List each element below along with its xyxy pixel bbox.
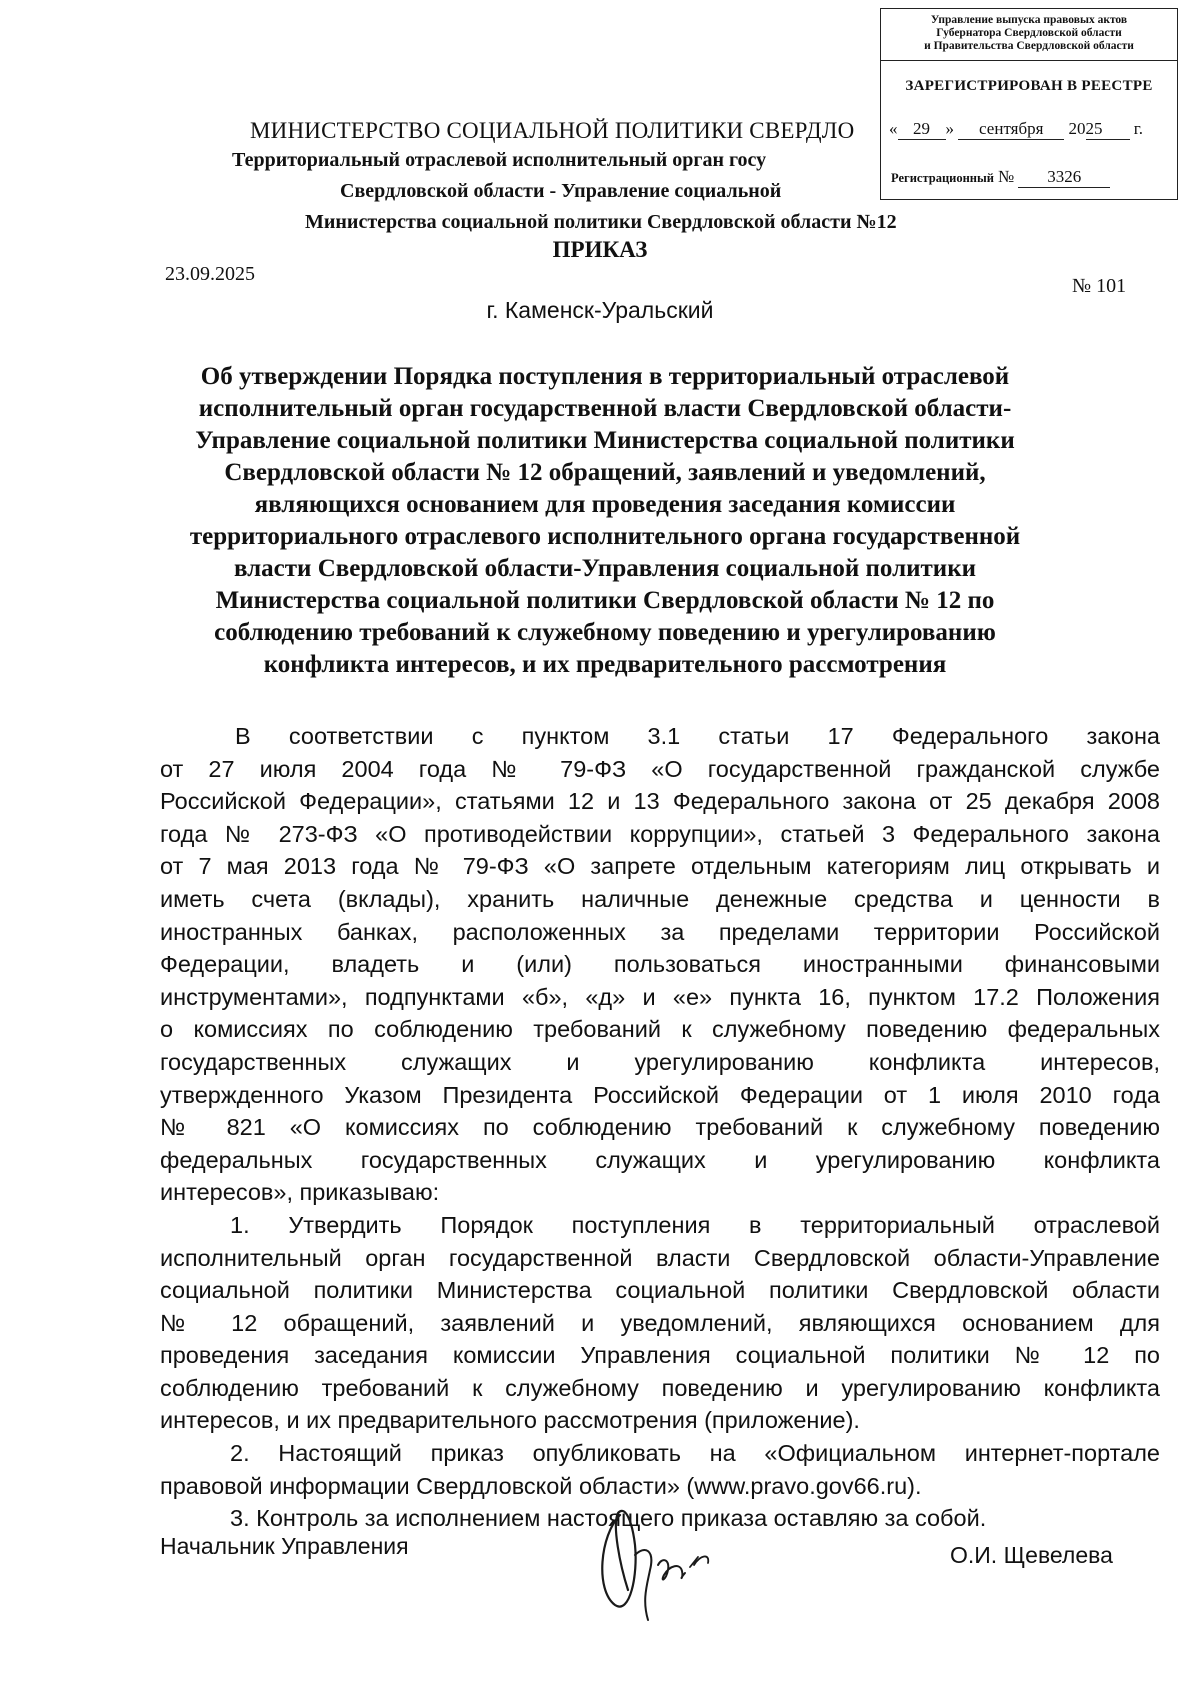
- preamble-line: иметь счета (вклады), хранить наличные денежные средства и ценности в: [160, 885, 1160, 912]
- preamble-line: утвержденного Указом Президента Российской Федерации от 1 июля 2010 года: [160, 1081, 1160, 1108]
- header-line-2: Свердловской области - Управление социальной: [340, 180, 782, 202]
- preamble-line: от 7 мая 2013 года № 79-ФЗ «О запрете отдельным категориям лиц открывать и: [160, 853, 1160, 880]
- registry-stamp: [880, 8, 1178, 200]
- preamble-line: Российской Федерации», статьями 12 и 13 Федерального закона от 25 декабря 2008: [160, 788, 1160, 815]
- order-city: г. Каменск-Уральский: [486, 297, 714, 323]
- item1-line: соблюдению требований к служебному поведению и урегулированию конфликта: [160, 1374, 1160, 1401]
- stamp-month: сентября: [958, 119, 1064, 140]
- stamp-year-prefix: 20: [1068, 119, 1086, 138]
- title-line: Свердловской области № 12 обращений, заявлений и уведомлений,: [224, 459, 986, 486]
- document-body: [160, 720, 1160, 1535]
- stamp-reg-label: Регистрационный: [891, 171, 994, 185]
- stamp-quote-close: »: [945, 119, 954, 138]
- signatory-name: О.И. Щевелева: [950, 1542, 1113, 1568]
- title-line: исполнительный орган государственной власти Свердловской области-: [198, 395, 1012, 422]
- header-ministry: МИНИСТЕРСТВО СОЦИАЛЬНОЙ ПОЛИТИКИ СВЕРДЛО: [250, 118, 855, 143]
- item3-line: 3. Контроль за исполнением настоящего приказа оставляю за собой.: [230, 1505, 987, 1532]
- preamble-line: интересов», приказываю:: [160, 1179, 440, 1206]
- item1-line: проведения заседания комиссии Управления социальной политики № 12 по: [160, 1342, 1160, 1369]
- title-line: соблюдению требований к служебному поведению и урегулированию: [214, 619, 996, 646]
- item1-line: интересов, и их предварительного рассмотрения (приложение).: [160, 1407, 860, 1434]
- stamp-day: 29: [898, 119, 946, 140]
- preamble-line: года № 273-ФЗ «О противодействии коррупции», статьей 3 Федерального закона: [160, 820, 1160, 847]
- order-date: 23.09.2025: [165, 263, 255, 285]
- stamp-date: [889, 119, 1143, 140]
- title-line: конфликта интересов, и их предварительного рассмотрения: [263, 651, 947, 678]
- title-line: территориального отраслевого исполнительного органа государственной: [189, 523, 1021, 550]
- header-line-1: Территориальный отраслевой исполнительный орган госу: [232, 149, 767, 171]
- signatory-position: Начальник Управления: [160, 1533, 409, 1559]
- document-title: [140, 361, 1070, 681]
- header-line-3: Министерства социальной политики Свердловской области №12: [305, 211, 897, 233]
- item1-line: социальной политики Министерства социальной политики Свердловской области: [160, 1277, 1160, 1304]
- stamp-org-line: Губернатора Свердловской области: [936, 27, 1122, 39]
- preamble-line: В соответствии с пунктом 3.1 статьи 17 Федерального закона: [235, 723, 1160, 749]
- stamp-reg-number: [891, 167, 1110, 188]
- stamp-quote-open: «: [889, 119, 898, 138]
- stamp-year-suffix: 25: [1086, 119, 1130, 140]
- stamp-number-sign: №: [997, 167, 1015, 186]
- stamp-organization: [881, 9, 1177, 61]
- preamble-line: федеральных государственных служащих и урегулированию конфликта: [160, 1146, 1160, 1173]
- order-number: № 101: [1072, 275, 1127, 297]
- title-line: власти Свердловской области-Управления социальной политики: [233, 555, 977, 582]
- item1-line: № 12 обращений, заявлений и уведомлений, являющихся основанием для: [160, 1309, 1160, 1336]
- document-type: ПРИКАЗ: [552, 237, 648, 262]
- item1-line: 1. Утвердить Порядок поступления в территориальный отраслевой: [230, 1211, 1160, 1238]
- stamp-registered-label: ЗАРЕГИСТРИРОВАН В РЕЕСТРЕ: [905, 78, 1153, 94]
- title-line: Об утверждении Порядка поступления в территориальный отраслевой: [200, 363, 1010, 390]
- preamble-line: от 27 июля 2004 года № 79-ФЗ «О государственной гражданской службе: [160, 755, 1160, 782]
- title-line: Управление социальной политики Министерства социальной политики: [195, 427, 1015, 454]
- stamp-org-line: и Правительства Свердловской области: [924, 40, 1134, 52]
- preamble-line: государственных служащих и урегулированию конфликта интересов,: [160, 1048, 1160, 1075]
- preamble-line: о комиссиях по соблюдению требований к служебному поведению федеральных: [160, 1016, 1160, 1043]
- title-line: являющихся основанием для проведения заседания комиссии: [254, 491, 956, 518]
- stamp-year-unit: г.: [1133, 119, 1144, 138]
- stamp-org-line: Управление выпуска правовых актов: [930, 14, 1128, 26]
- title-line: Министерства социальной политики Свердловской области № 12 по: [215, 587, 995, 614]
- preamble-line: № 821 «О комиссиях по соблюдению требований к служебному поведению: [160, 1114, 1160, 1141]
- preamble-line: Федерации, владеть и (или) пользоваться иностранными финансовыми: [160, 951, 1160, 978]
- preamble-line: иностранных банках, расположенных за пределами территории Российской: [160, 918, 1160, 945]
- item1-line: исполнительный орган государственной власти Свердловской области-Управление: [160, 1244, 1160, 1271]
- item2-line: 2. Настоящий приказ опубликовать на «Официальном интернет-портале: [230, 1440, 1160, 1467]
- stamp-reg-value: 3326: [1018, 167, 1110, 188]
- preamble-line: инструментами», подпунктами «б», «д» и «е» пункта 16, пунктом 17.2 Положения: [160, 983, 1160, 1010]
- item2-line: правовой информации Свердловской области» (www.pravo.gov66.ru).: [160, 1472, 922, 1499]
- handwritten-signature: [590, 1495, 740, 1625]
